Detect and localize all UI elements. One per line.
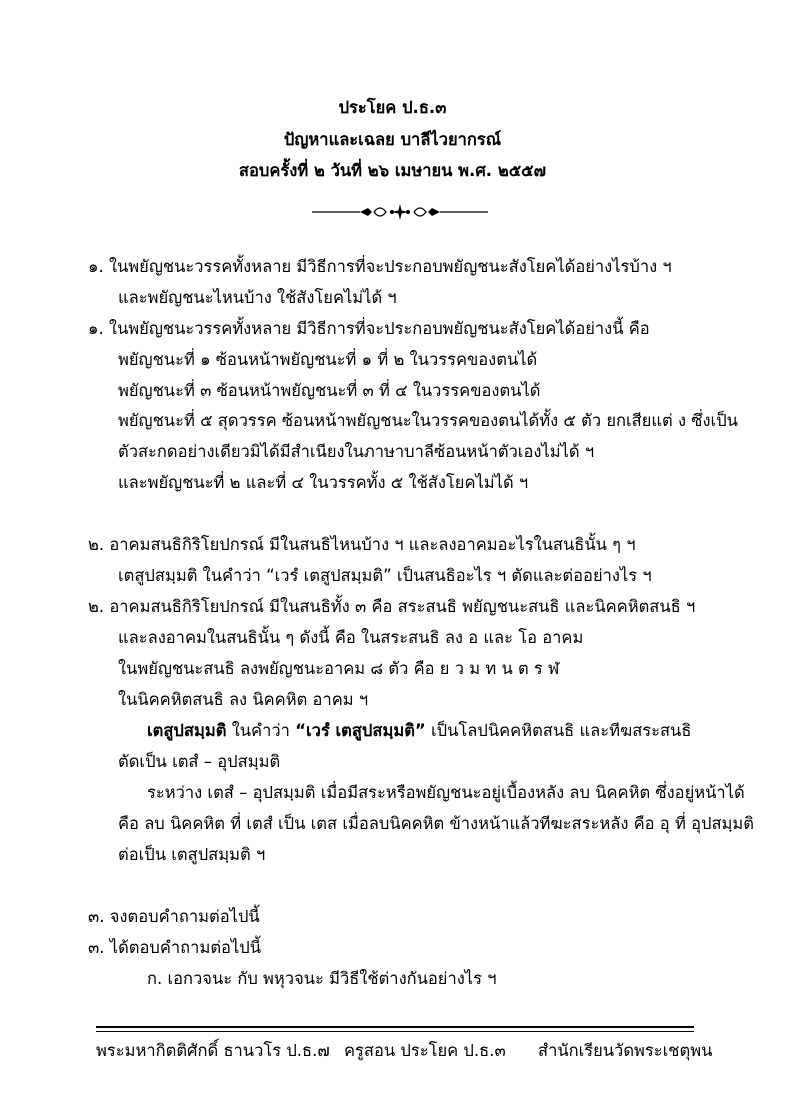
q2-answer-line-3: ในพยัญชนะสนธิ ลงพยัญชนะอาคม ๘ ตัว คือ ย ว ม ท น ต ร ฬ [118, 659, 560, 678]
title-line-3: สอบครั้งที่ ๒ วันที่ ๒๖ เมษายน พ.ศ. ๒๕๕๗ [238, 161, 547, 180]
ornament-divider-icon [312, 200, 488, 224]
footer-school: สำนักเรียนวัดพระเชตุพน [538, 1041, 713, 1060]
q2-question-line-1: ๒. อาคมสนธิกิริโยปกรณ์ มีในสนธิไหนบ้าง ฯ และลงอาคมอะไรในสนธินั้น ๆ ฯ [88, 535, 636, 554]
q1-question-line-1: ๑. ในพยัญชนะวรรคทั้งหลาย มีวิธีการที่จะประกอบพยัญชนะสังโยคได้อย่างไรบ้าง ฯ [88, 257, 672, 276]
q2-question-line-2: เตสูปสมฺมติ ในคำว่า “เวรํ เตสูปสมฺมติ” เป็นสนธิอะไร ฯ ตัดและต่ออย่างไร ฯ [118, 566, 652, 585]
q2-answer-line-4: ในนิคคหิตสนธิ ลง นิคคหิต อาคม ฯ [118, 690, 369, 709]
q2-text-mid-a: ในคำว่า [226, 721, 296, 740]
q2-answer-line-2: และลงอาคมในสนธินั้น ๆ ดังนี้ คือ ในสระสนธิ ลง อ และ โอ อาคม [118, 628, 584, 647]
q2-answer-line-5 [147, 720, 691, 742]
title-line-1: ประโยค ป.ธ.๓ [338, 98, 447, 117]
q3-question: ๓. จงตอบคำถามต่อไปนี้ [88, 907, 260, 926]
q2-answer-line-6: ตัดเป็น เตสํ – อุปสมฺมติ [118, 752, 281, 771]
q1-answer-line-5: ตัวสะกดอย่างเดียวมิได้มีสำเนียงในภาษาบาลีซ้อนหน้าตัวเองไม่ได้ ฯ [118, 442, 595, 461]
q1-answer-line-6: และพยัญชนะที่ ๒ และที่ ๔ ในวรรคทั้ง ๕ ใช้สังโยคไม่ได้ ฯ [118, 473, 529, 492]
q1-answer-line-1: ๑. ในพยัญชนะวรรคทั้งหลาย มีวิธีการที่จะประกอบพยัญชนะสังโยคได้อย่างนี้ คือ [88, 319, 650, 338]
footer-rule-thin [96, 1031, 694, 1032]
footer-role: ครูสอน ประโยค ป.ธ.๓ [344, 1041, 506, 1060]
q2-answer-line-1: ๒. อาคมสนธิกิริโยปกรณ์ มีในสนธิทั้ง ๓ คือ สระสนธิ พยัญชนะสนธิ และนิคคหิตสนธิ ฯ [88, 597, 696, 616]
q2-answer-line-7: ระหว่าง เตสํ – อุปสมฺมติ เมื่อมีสระหรือพยัญชนะอยู่เบื้องหลัง ลบ นิคคหิต ซึ่งอยู่หน้าได้ [147, 783, 745, 802]
q1-answer-line-4: พยัญชนะที่ ๕ สุดวรรค ซ้อนหน้าพยัญชนะในวรรคของตนได้ทั้ง ๕ ตัว ยกเสียแต่ ง ซึ่งเป็น [118, 411, 738, 430]
footer-rule-thick [96, 1026, 694, 1028]
q3-sub-item: ก. เอกวจนะ กับ พหุวจนะ มีวิธีใช้ต่างกันอย่างไร ฯ [147, 969, 497, 988]
title-line-2: ปัญหาและเฉลย บาลีไวยากรณ์ [283, 130, 502, 149]
q3-answer: ๓. ได้ตอบคำถามต่อไปนี้ [88, 938, 261, 957]
q1-question-line-2: และพยัญชนะไหนบ้าง ใช้สังโยคไม่ได้ ฯ [118, 288, 397, 307]
q2-answer-line-9: ต่อเป็น เตสูปสมฺมติ ฯ [118, 845, 266, 864]
q1-answer-line-3: พยัญชนะที่ ๓ ซ้อนหน้าพยัญชนะที่ ๓ ที่ ๔ ในวรรคของตนได้ [118, 381, 541, 400]
q2-bold-term: เตสูปสมฺมติ [147, 721, 227, 740]
q2-answer-line-8: คือ ลบ นิคคหิต ที่ เตสํ เป็น เตส เมื่อลบนิคคหิต ข้างหน้าแล้วทีฆะสระหลัง คือ อุ ที่ อุปสมฺมติ [118, 814, 755, 833]
q2-bold-quote: “เวรํ เตสูปสมฺมติ” [295, 721, 426, 740]
q2-text-mid-b: เป็นโลปนิคคหิตสนธิ และทีฆสระสนธิ [425, 721, 692, 740]
footer-author: พระมหากิตติศักดิ์ ธานวโร ป.ธ.๗ [96, 1041, 330, 1060]
q1-answer-line-2: พยัญชนะที่ ๑ ซ้อนหน้าพยัญชนะที่ ๑ ที่ ๒ ในวรรคของตนได้ [118, 350, 538, 369]
